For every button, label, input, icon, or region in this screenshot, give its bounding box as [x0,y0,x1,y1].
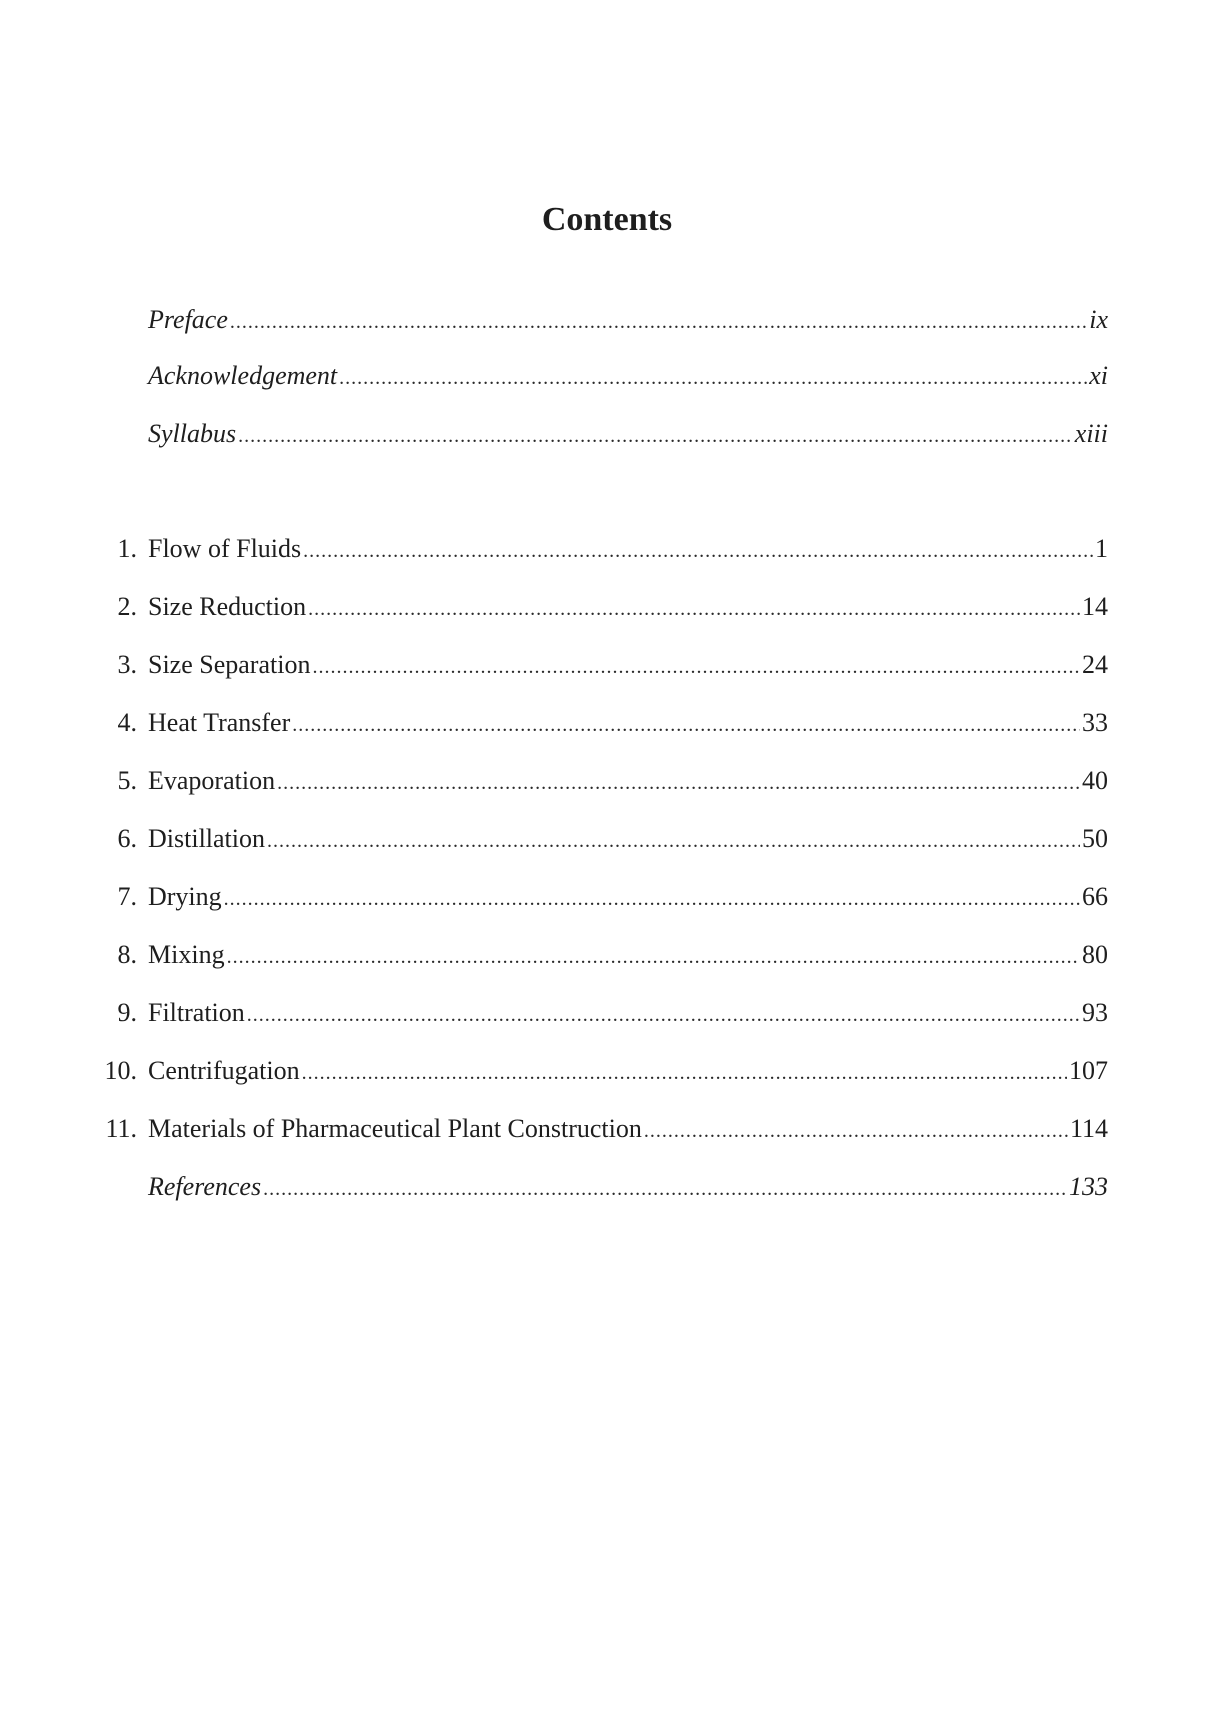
toc-entry-chapter-3 [0,645,1214,685]
toc-entry-chapter-4 [0,703,1214,743]
chapter-number: 10. [104,1056,137,1085]
toc-entry-label: Size Reduction [148,592,307,621]
toc-entry-chapter-2 [0,587,1214,627]
dot-leader [303,531,1093,571]
chapter-number: 1. [117,534,137,563]
chapter-number: 11. [105,1114,137,1143]
toc-entry-preface [0,300,1214,340]
toc-entry-chapter-6 [0,819,1214,859]
toc-entry-chapter-8 [0,935,1214,975]
toc-entry-label: Mixing [148,940,225,969]
toc-entry-chapter-7 [0,877,1214,917]
chapter-number: 8. [117,940,137,969]
toc-entry-page: 66 [1082,882,1108,911]
toc-entry-syllabus [0,414,1214,454]
toc-entry-page: xiii [1074,419,1108,448]
toc-entry-page: 1 [1095,534,1108,563]
toc-entry-label: Materials of Pharmaceutical Plant Construction [148,1114,642,1143]
chapter-number: 4. [117,708,137,737]
toc-entry-page: 50 [1082,824,1108,853]
toc-entry-label: Preface [148,305,228,334]
chapter-number: 9. [117,998,137,1027]
toc-entry-page: xi [1089,361,1108,390]
toc-entry-page: 114 [1069,1114,1108,1143]
toc-entry-page: 107 [1069,1056,1108,1085]
dot-leader [292,705,1080,745]
toc-entry-label: Distillation [148,824,265,853]
dot-leader [247,995,1080,1035]
toc-entry-label: Acknowledgement [148,361,338,390]
toc-entry-page: 24 [1082,650,1108,679]
page-title: Contents [541,201,673,238]
toc-entry-page: 33 [1082,708,1108,737]
toc-entry-label: Heat Transfer [148,708,291,737]
toc-entry-page: 80 [1082,940,1108,969]
toc-entry-chapter-1 [0,529,1214,569]
chapter-number: 2. [117,592,137,621]
dot-leader [230,302,1087,342]
dot-leader [339,358,1087,398]
toc-entry-chapter-5 [0,761,1214,801]
toc-entry-label: Drying [148,882,222,911]
toc-entry-page: 40 [1082,766,1108,795]
toc-entry-page: 14 [1082,592,1108,621]
toc-entry-references [0,1167,1214,1207]
toc-entry-label: Filtration [148,998,245,1027]
toc-entry-label: Size Separation [148,650,311,679]
toc-entry-label: References [148,1172,262,1201]
dot-leader [224,879,1080,919]
chapter-number: 3. [117,650,137,679]
dot-leader [644,1111,1068,1151]
dot-leader [302,1053,1067,1093]
toc-entry-page: 93 [1082,998,1108,1027]
chapter-number: 7. [117,882,137,911]
toc-entry-label: Centrifugation [148,1056,300,1085]
chapter-number: 5. [117,766,137,795]
dot-leader [227,937,1080,977]
toc-entry-chapter-10 [0,1051,1214,1091]
dot-leader [277,763,1080,803]
dot-leader [267,821,1080,861]
toc-entry-acknowledgement [0,356,1214,396]
toc-entry-chapter-9 [0,993,1214,1033]
dot-leader [263,1169,1067,1209]
chapter-number: 6. [117,824,137,853]
toc-entry-label: Syllabus [148,419,237,448]
toc-entry-chapter-11 [0,1109,1214,1149]
dot-leader [238,416,1073,456]
toc-entry-label: Flow of Fluids [148,534,302,563]
dot-leader [312,647,1080,687]
toc-entry-page: ix [1089,305,1108,334]
toc-entry-label: Evaporation [148,766,276,795]
toc-entry-page: 133 [1069,1172,1108,1201]
dot-leader [308,589,1080,629]
